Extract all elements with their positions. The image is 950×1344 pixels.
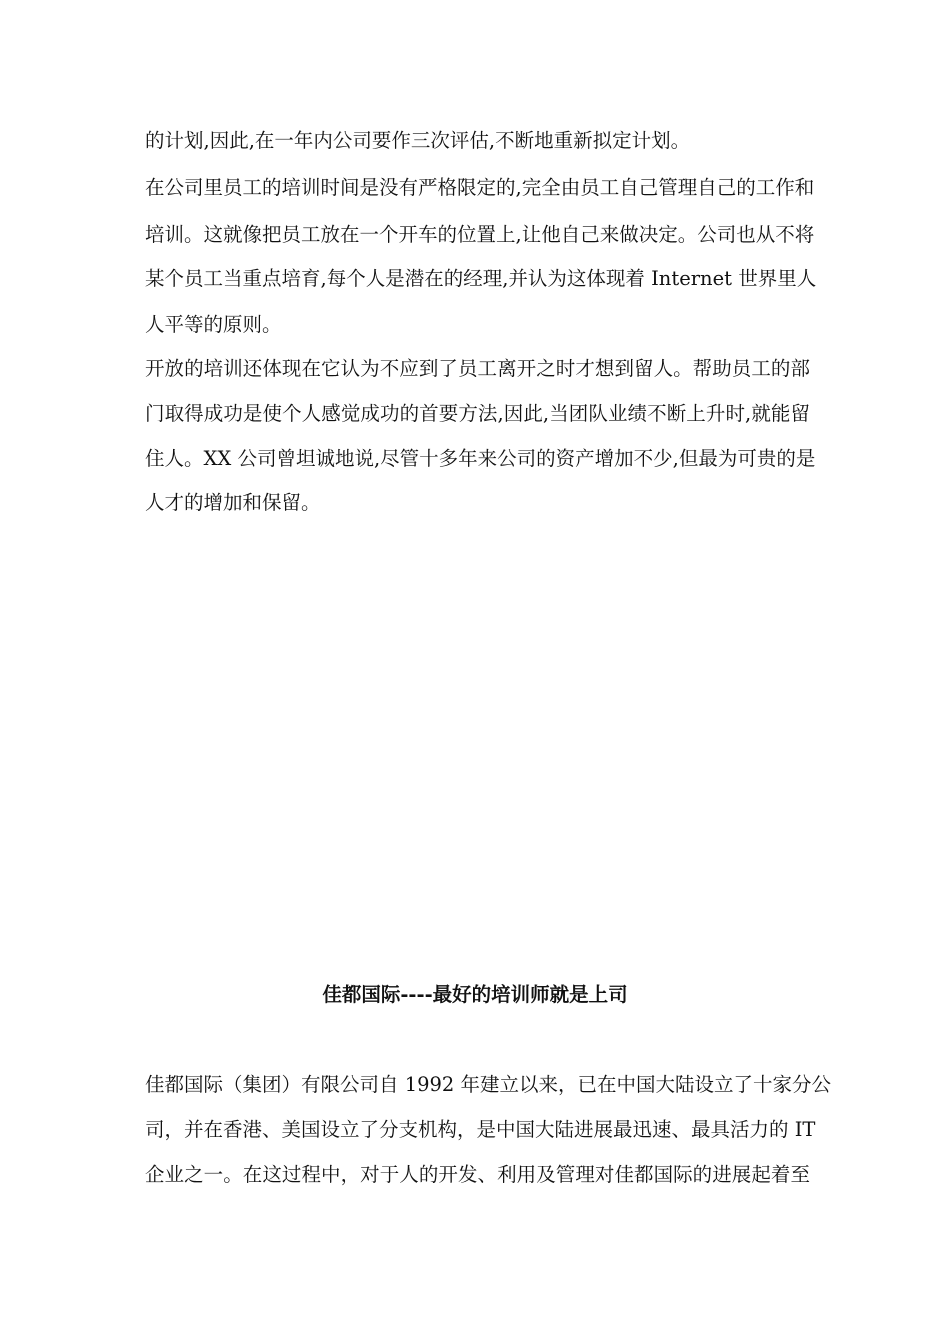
paragraph-line: 佳都国际（集团）有限公司自 1992 年建立以来，已在中国大陆设立了十家分公 [145,1073,832,1096]
paragraph-line: 门取得成功是使个人感觉成功的首要方法,因此,当团队业绩不断上升时,就能留 [145,402,810,425]
paragraph-line: 司，并在香港、美国设立了分支机构，是中国大陆进展最迅速、最具活力的 IT [145,1118,816,1141]
paragraph-line: 培训。这就像把员工放在一个开车的位置上,让他自己来做决定。公司也从不将 [145,223,815,246]
paragraph-line: 住人。XX 公司曾坦诚地说,尽管十多年来公司的资产增加不少,但最为可贵的是 [145,447,816,470]
paragraph-line: 人才的增加和保留。 [145,491,321,514]
paragraph-line: 人平等的原则。 [145,313,282,336]
paragraph-line: 开放的培训还体现在它认为不应到了员工离开之时才想到留人。帮助员工的部 [145,357,810,380]
paragraph-line: 某个员工当重点培育,每个人是潜在的经理,并认为这体现着 Internet 世界里人 [145,267,817,290]
paragraph-line: 的计划,因此,在一年内公司要作三次评估,不断地重新拟定计划。 [145,129,691,152]
paragraph-line: 在公司里员工的培训时间是没有严格限定的,完全由员工自己管理自己的工作和 [145,176,815,199]
section-title: 佳都国际----最好的培训师就是上司 [322,983,628,1006]
paragraph-line: 企业之一。在这过程中，对于人的开发、利用及管理对佳都国际的进展起着至 [145,1163,810,1186]
